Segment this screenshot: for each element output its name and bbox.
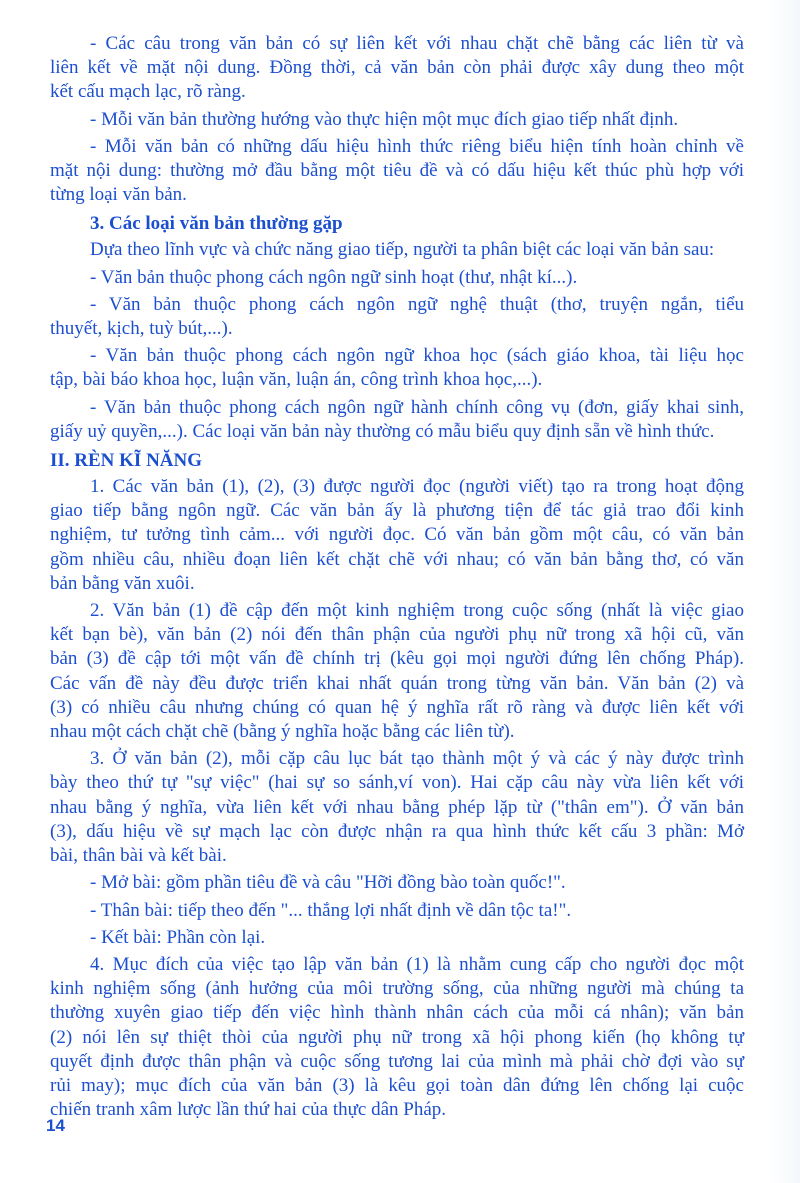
text-line: nghiệm, tư tưởng tình cảm... với người đọc. Có văn bản gồm một câu, có văn bản [50, 524, 744, 546]
paragraph [50, 599, 744, 744]
page-number: 14 [46, 1116, 65, 1135]
text-line: 3. Ở văn bản (2), mỗi cặp câu lục bát tạo thành một ý và các ý này được trình [90, 748, 744, 770]
text-line: kết cấu mạch lạc, rõ ràng. [50, 81, 246, 103]
text-line: (3), dấu hiệu về sự mạch lạc còn được nhận ra qua hình thức kết cấu 3 phần: Mở [50, 820, 744, 842]
document-page [50, 32, 744, 1125]
text-line: nhau bằng ý nghĩa, vừa liên kết với nhau bằng phép lặp từ ("thân em"). Ở văn bản [50, 796, 744, 818]
text-line: kết bạn bè), văn bản (2) nói đến thân phận của người phụ nữ trong xã hội cũ, văn [50, 624, 744, 646]
page-edge [770, 0, 800, 1183]
paragraph [50, 871, 744, 895]
text-line: - Thân bài: tiếp theo đến "... thắng lợi nhất định về dân tộc ta!". [90, 899, 572, 921]
paragraph [50, 344, 744, 392]
text-line: Dựa theo lĩnh vực và chức năng giao tiếp, người ta phân biệt các loại văn bản sau: [90, 239, 715, 261]
text-line: bày theo thứ tự "sự việc" (hai sự so sánh,ví von). Hai cặp câu này vừa liên kết với [50, 772, 744, 794]
text-line: giấy uỷ quyền,...). Các loại văn bản này thường có mẫu biểu quy định sẵn về hình thức. [50, 420, 715, 442]
text-line: - Văn bản thuộc phong cách ngôn ngữ sinh hoạt (thư, nhật kí...). [90, 266, 578, 288]
text-line: mặt nội dung: thường mở đầu bằng một tiêu đề và có dấu hiệu kết thúc phù hợp với [50, 160, 744, 182]
text-line: bài, thân bài và kết bài. [50, 845, 227, 867]
text-line: - Văn bản thuộc phong cách ngôn ngữ hành chính công vụ (đơn, giấy khai sinh, [90, 396, 744, 418]
paragraph [50, 926, 744, 950]
paragraph [50, 899, 744, 923]
text-line: - Mở bài: gồm phần tiêu đề và câu "Hỡi đồng bào toàn quốc!". [90, 872, 566, 894]
section-ii-heading: II. RÈN KĨ NĂNG [50, 450, 203, 472]
paragraph [50, 108, 744, 132]
text-line: - Văn bản thuộc phong cách ngôn ngữ khoa học (sách giáo khoa, tài liệu học [90, 345, 744, 367]
text-line: - Văn bản thuộc phong cách ngôn ngữ nghệ thuật (thơ, truyện ngắn, tiểu [90, 293, 744, 315]
paragraph [50, 747, 744, 868]
text-line: giao tiếp bằng ngôn ngữ. Các văn bản ấy là phương tiện để tác giả trao đổi kinh [50, 500, 744, 522]
text-line: - Mỗi văn bản thường hướng vào thực hiện một mục đích giao tiếp nhất định. [90, 108, 679, 130]
text-line: 4. Mục đích của việc tạo lập văn bản (1) là nhằm cung cấp cho người đọc một [90, 953, 744, 975]
text-line: (3) có nhiều câu nhưng chúng có quan hệ ý nghĩa rất rõ ràng và được liên kết với [50, 696, 744, 718]
section-3-body [50, 238, 744, 444]
paragraph [50, 293, 744, 341]
section-ii-body [50, 475, 744, 1122]
paragraph [50, 953, 744, 1122]
text-line: - Các câu trong văn bản có sự liên kết với nhau chặt chẽ bằng các liên từ và [90, 33, 744, 54]
paragraph [50, 475, 744, 596]
text-line: từng loại văn bản. [50, 184, 187, 206]
text-line: liên kết về mặt nội dung. Đồng thời, cả văn bản còn phải được xây dung theo một [50, 57, 744, 79]
paragraph [50, 135, 744, 208]
text-line: 2. Văn bản (1) đề cập đến một kinh nghiệm trong cuộc sống (nhất là việc giao [90, 600, 744, 622]
section-3-heading: 3. Các loại văn bản thường gặp [90, 213, 343, 235]
text-line: 1. Các văn bản (1), (2), (3) được người đọc (người viết) tạo ra trong hoạt động [90, 476, 744, 498]
text-line: chiến tranh xâm lược lần thứ hai của thực dân Pháp. [50, 1099, 447, 1121]
text-line: quyết định được thân phận và cuộc sống tương lai của mình mà phải chờ đợi vào sự [50, 1050, 744, 1072]
text-line: tập, bài báo khoa học, luận văn, luận án, công trình khoa học,...). [50, 369, 543, 391]
text-line: rủi may); mục đích của văn bản (3) là kêu gọi toàn dân đứng lên chống lại cuộc [50, 1074, 744, 1096]
text-line: kinh nghiệm sống (ảnh hưởng của môi trường sống, của những người mà chúng ta [50, 978, 744, 1000]
intro-section [50, 32, 744, 207]
text-line: nhau một cách chặt chẽ (bằng ý nghĩa hoặc bằng các liên từ). [50, 721, 515, 743]
text-line: Các vấn đề này đều được triển khai nhất quán trong từng văn bản. Văn bản (2) và [50, 672, 744, 694]
paragraph [50, 238, 744, 262]
text-line: bản (3) đề cập tới một vấn đề chính trị (kêu gọi mọi người đứng lên chống Pháp). [50, 648, 744, 670]
text-line: (2) nói lên sự thiệt thòi của người phụ nữ trong xã hội phong kiến (họ không tự [50, 1026, 744, 1048]
text-line: - Mỗi văn bản có những dấu hiệu hình thức riêng biểu hiện tính hoàn chỉnh về [90, 135, 744, 157]
paragraph [50, 266, 744, 290]
text-line: bản bằng văn xuôi. [50, 572, 195, 594]
text-line: thuyết, kịch, tuỳ bút,...). [50, 318, 233, 340]
paragraph [50, 396, 744, 444]
text-line: thường xuyên giao tiếp đến việc hình thành nhân cách của mỗi cá nhân); văn bản [50, 1002, 744, 1024]
text-line: gồm nhiều câu, nhiều đoạn liên kết chặt chẽ với nhau; có văn bản bằng thơ, có văn [50, 548, 744, 570]
text-line: - Kết bài: Phần còn lại. [90, 926, 266, 948]
paragraph [50, 32, 744, 105]
